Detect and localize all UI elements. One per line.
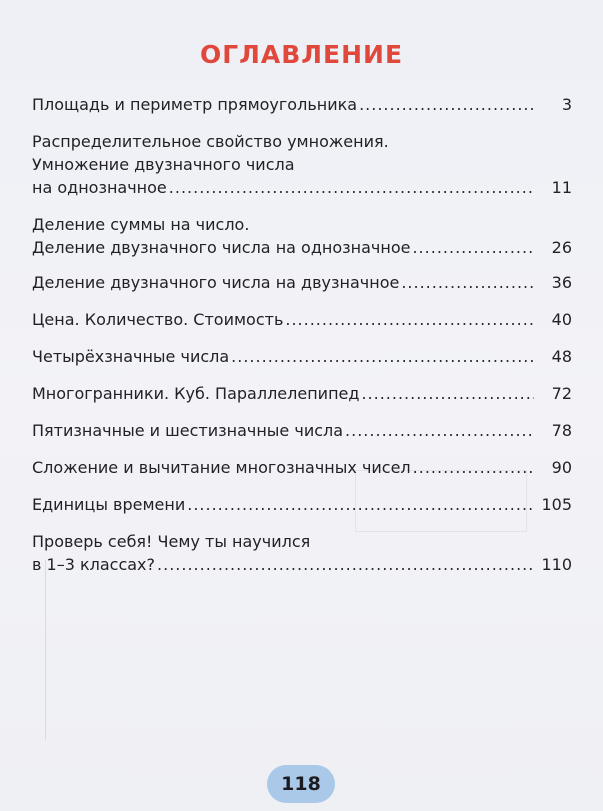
toc-entry: [32, 271, 572, 294]
toc-entry-line: Четырёхзначные числа: [32, 347, 230, 366]
toc-entry: [32, 382, 572, 405]
toc-entry-line: Цена. Количество. Стоимость: [32, 310, 284, 329]
dot-leader: [285, 308, 534, 331]
toc-page-number: 3: [561, 95, 572, 114]
dot-leader: [231, 345, 534, 368]
toc-entry: [32, 93, 572, 116]
toc-entry: [32, 130, 572, 199]
toc-entry-line: Умножение двузначного числа: [32, 155, 295, 174]
toc-page-number: 90: [551, 458, 572, 477]
toc-entry-line: в 1–3 классах?: [32, 555, 156, 574]
toc-page-number: 105: [541, 495, 572, 514]
toc-entry: [32, 530, 572, 576]
toc-page-number: 110: [541, 555, 572, 574]
dot-leader: [187, 493, 534, 516]
toc-entry-line: Многогранники. Куб. Параллелепипед: [32, 384, 360, 403]
page-title: ОГЛАВЛЕНИЕ: [199, 40, 404, 69]
page-number-badge: [267, 765, 335, 803]
toc-page-number: 36: [551, 273, 572, 292]
table-of-contents: [32, 90, 572, 576]
toc-entry-line: Деление двузначного числа на двузначное: [32, 273, 400, 292]
dot-leader: [169, 176, 534, 199]
dot-leader: [412, 236, 534, 259]
toc-page-number: 26: [551, 238, 572, 257]
dot-leader: [359, 93, 534, 116]
toc-entry-line: Распределительное свойство умножения.: [32, 132, 389, 151]
toc-entry-line: Деление суммы на число.: [32, 215, 250, 234]
toc-entry-line: Площадь и периметр прямоугольника: [32, 95, 358, 114]
toc-entry-line: Сложение и вычитание многозначных чисел: [32, 458, 411, 477]
toc-entry: [32, 419, 572, 442]
toc-entry-line: Деление двузначного числа на однозначное: [32, 238, 411, 257]
toc-entry-line: Проверь себя! Чему ты научился: [32, 532, 311, 551]
toc-page-number: 72: [551, 384, 572, 403]
toc-entry: [32, 456, 572, 479]
toc-page-number: 40: [551, 310, 572, 329]
margin-line: [45, 560, 46, 740]
toc-entry-line: на однозначное: [32, 178, 167, 197]
dot-leader: [157, 553, 534, 576]
page-number: 118: [281, 773, 321, 795]
toc-entry: [32, 345, 572, 368]
toc-entry-line: Пятизначные и шестизначные числа: [32, 421, 344, 440]
dot-leader: [361, 382, 534, 405]
toc-entry-line: Единицы времени: [32, 495, 186, 514]
toc-entry: [32, 213, 572, 259]
toc-page-number: 11: [551, 178, 572, 197]
toc-page-number: 78: [551, 421, 572, 440]
dot-leader: [413, 456, 534, 479]
dot-leader: [401, 271, 534, 294]
toc-page-number: 48: [551, 347, 572, 366]
toc-entry: [32, 493, 572, 516]
dot-leader: [345, 419, 534, 442]
toc-entry: [32, 308, 572, 331]
